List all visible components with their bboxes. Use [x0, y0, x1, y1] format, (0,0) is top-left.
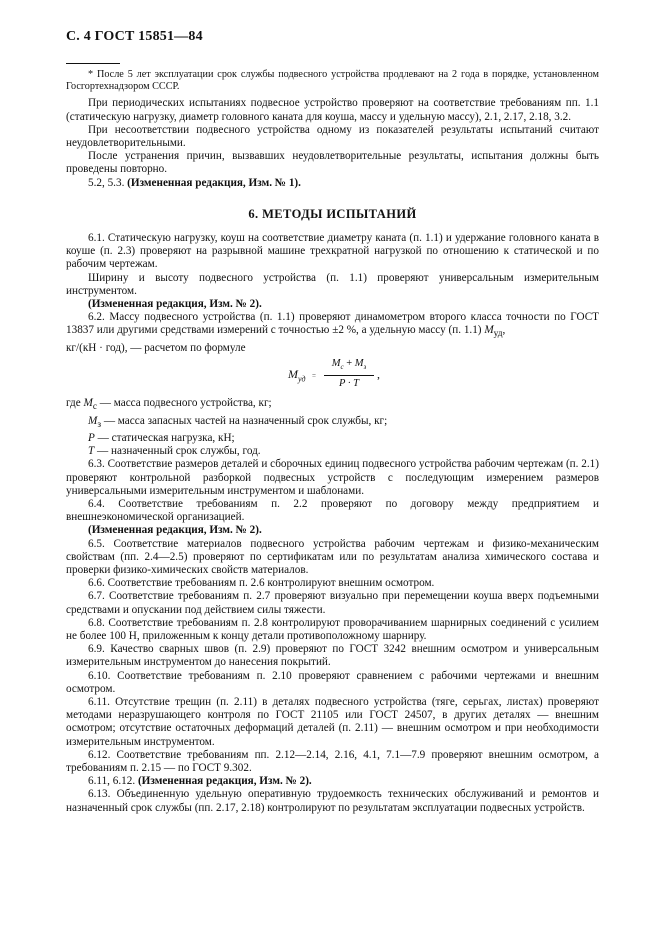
formula-comma: , — [377, 367, 380, 382]
amendment-note: (Измененная редакция, Изм. № 2). — [88, 298, 262, 311]
formula-lhs: $M_{уд}$ — [288, 367, 306, 384]
paragraph-6-5: 6.5. Соответствие материалов подвесного устройства рабочим чертежам и физико-механическим свойствам (пп. 2.4—2.5) проверяют по сертификатам или по результатам анализа химического состава и проверки физико-химических свойств материалов. — [66, 537, 599, 576]
paragraph-6-7: 6.7. Соответствие требованиям п. 2.7 проверяют визуально при перемещении коуша вверх подъемными средствами и опускании под действием силы тяжести. — [66, 590, 599, 616]
paragraph-6-9: 6.9. Качество сварных швов (п. 2.9) проверяют по ГОСТ 3242 внешним осмотром и универсальным измерительным инструментом до нанесения покрытий. — [66, 643, 599, 669]
amendment-note: (Измененная редакция, Изм. № 2). — [137, 775, 312, 788]
paragraph-periodic-tests: При периодических испытаниях подвесное устройство проверяют на соответствие требованиям пп. 1.1 (статическую нагрузку, диаметр головного каната для коуша, массу и удельную массу), 2.1, 2.17, 2.18, 3.2. — [66, 97, 599, 123]
paragraph-6-13: 6.13. Объединенную удельную оперативную трудоемкость технических обслуживаний и ремонтов и назначенный срок службы (пп. 2.17, 2.18) контролируют по результатам эксплуатации подвесных устройств. — [66, 788, 599, 814]
formula — [66, 357, 599, 395]
paragraph-6-12: 6.12. Соответствие требованиям пп. 2.12—2.14, 2.16, 4.1, 7.1—7.9 проверяют внешним осмотром, а требованиям п. 2.15 — по ГОСТ 9.302. — [66, 748, 599, 775]
amendment-note: (Измененная редакция, Изм. № 1). — [127, 176, 301, 189]
paragraph-6-6: 6.6. Соответствие требованиям п. 2.6 контролируют внешним осмотром. — [88, 577, 435, 590]
paragraph-text: 6.2. Массу подвесного устройства (п. 1.1) проверяют динамометром второго класса точности по ГОСТ 13837 или другими средствами измерений с точностью ±2 %, а удельную массу (п. 1.1) — [66, 311, 599, 337]
definition-service-life: T — назначенный срок службы, год. — [88, 445, 261, 458]
paragraph-6-8: 6.8. Соответствие требованиям п. 2.8 контролируют проворачиванием шарнирных соединений с усилием не более 100 Н, приложенным к концу детали противоположному шарниру. — [66, 616, 599, 643]
subscript: уд — [493, 329, 503, 340]
page-body — [66, 63, 599, 815]
paragraph-6-1: 6.1. Статическую нагрузку, коуш на соответствие диаметру каната (п. 1.1) и удержание головного каната в коуше (п. 2.3) проверяют на разрывной машине трехкратной нагрузкой по отношению к статической и по рабочим чертежам. — [66, 232, 599, 271]
paragraph-retest: После устранения причин, вызвавших неудовлетворительные результаты, испытания должны быть проведены повторно. — [66, 150, 599, 176]
amendment-note: (Измененная редакция, Изм. № 2). — [88, 524, 262, 537]
page-header: С. 4 ГОСТ 15851—84 — [66, 29, 203, 44]
formula-numerator: $M_c + M_з$ — [324, 357, 374, 376]
paragraph-6-3: 6.3. Соответствие размеров деталей и сборочных единиц подвесного устройства рабочим чертежам (п. 2.1) проверяют контрольной разборкой подвесных устройств с последующим измерением размеров универсальными измерительным инструментом и шаблонами. — [66, 458, 599, 497]
symbol: M — [484, 324, 494, 337]
definition-spare-mass: $M_з$ — масса запасных частей на назначенный срок службы, кг; — [88, 414, 388, 430]
paragraph-text: кг/(кН · год), — расчетом по формуле — [66, 341, 246, 354]
paragraph-6-11-6-12 — [66, 775, 599, 788]
paragraph-6-10: 6.10. Соответствие требованиям п. 2.10 проверяют сравнением с рабочими чертежами и внешним осмотром. — [66, 669, 599, 695]
definition-load: P — статическая нагрузка, кН; — [88, 431, 235, 444]
formula-equals: = — [312, 372, 316, 381]
section-title: 6. МЕТОДЫ ИСПЫТАНИЙ — [248, 206, 417, 221]
formula-denominator: P · T — [339, 378, 359, 390]
paragraph-6-1-width: Ширину и высоту подвесного устройства (п. 1.1) проверяют универсальным измерительным инструментом. — [66, 271, 599, 297]
footnote-rule — [66, 63, 120, 64]
clause-number: 5.2, 5.3. — [88, 176, 128, 189]
clause-number: 6.11, 6.12. — [88, 775, 138, 788]
paragraph-6-11: 6.11. Отсутствие трещин (п. 2.11) в деталях подвесного устройства (тяге, серьгах, листах) проверяют методами неразрушающего контроля по ГОСТ 21105 или ГОСТ 24507, в других деталях — внешним осмотром; отсутствие остаточных деформаций деталей (п. 2.11) — внешним осмотром и при необходимости измерительным инструментом. — [66, 696, 599, 748]
paragraph-6-2 — [66, 311, 599, 355]
punctuation: , — [502, 324, 506, 337]
formula-fraction — [324, 357, 374, 391]
paragraph-5-2 — [66, 177, 599, 190]
formula-definitions — [66, 397, 599, 458]
footnote: * После 5 лет эксплуатации срок службы подвесного устройства продлевают на 2 года в порядке, установленном Госгортехнадзором СССР. — [66, 69, 599, 93]
paragraph-6-4: 6.4. Соответствие требованиям п. 2.2 проверяют по договору между предприятием и внешнеэкономической организацией. — [66, 497, 599, 524]
paragraph-nonconformity: При несоответствии подвесного устройства одному из показателей результаты испытаний считают неудовлетворительными. — [66, 123, 599, 150]
definition-mass: где $M_c$ — масса подвесного устройства, кг; — [66, 397, 272, 413]
